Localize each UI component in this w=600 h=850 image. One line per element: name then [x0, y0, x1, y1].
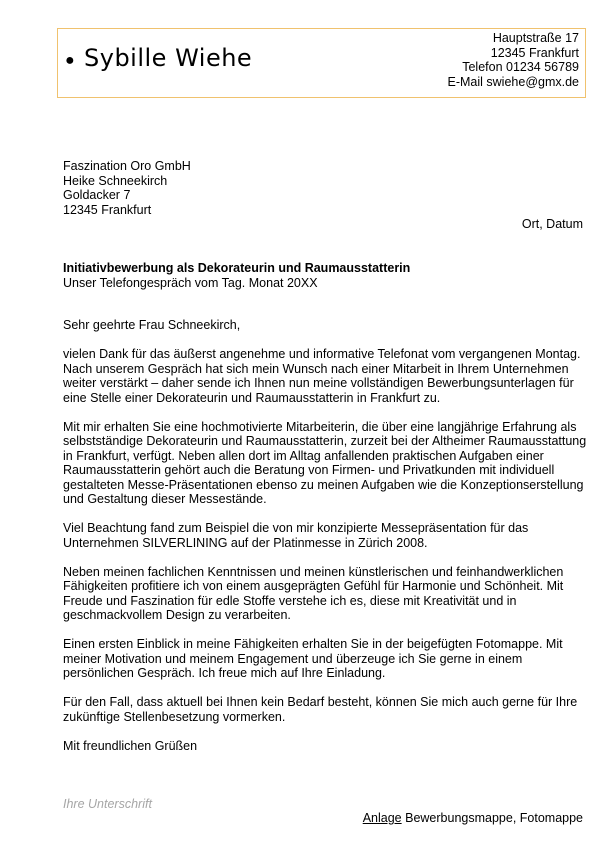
- body-paragraph: Einen ersten Einblick in meine Fähigkeiten erhalten Sie in der beigefügten Fotomappe. Mit meiner Motivation und meinem Engagement und überzeuge ich Sie gerne in einem persönlichen Gespräch. Ich freue mich auf Ihre Einladung.: [63, 637, 563, 680]
- recipient-address: [63, 159, 191, 217]
- subject-title: Initiativbewerbung als Dekorateurin und Raumausstatterin: [63, 261, 411, 275]
- sender-contact: [448, 31, 579, 89]
- subject-block: [63, 261, 410, 290]
- sender-street: Hauptstraße 17: [492, 31, 579, 45]
- body-paragraph: Mit mir erhalten Sie eine hochmotivierte Mitarbeiterin, die über eine langjährige Erfahrung als selbstständige Dekorateurin und Raumausstatterin, zurzeit bei der Altheimer Raumausstattung in Frankfurt, verfügt. Neben allen dort im Alltag anfallenden praktischen Aufgaben einer Raumausstatterin gehört auch die Beratung von Firmen- und Privatkunden mit individuell gestalteten Messe-Präsentationen ebenso zu meinen Aufgaben wie die Konzeptionserstellung und Gestaltung dieser Messestände.: [63, 419, 587, 506]
- letter-body: [63, 318, 588, 753]
- sender-city: 12345 Frankfurt: [490, 45, 579, 60]
- body-paragraph: vielen Dank für das äußerst angenehme und informative Telefonat vom vergangenen Montag. Nach unserem Gespräch hat sich mein Wunsch nach einer Mitarbeit in Ihrem Unternehmen weiter verstärkt – daher sende ich Ihnen nun meine vollständigen Bewerbungsunterlagen für eine Stelle einer Dekorateurin und Raumausstatterin in Frankfurt zu.: [63, 347, 581, 405]
- bullet-icon: ●: [65, 52, 75, 69]
- body-paragraph: Viel Beachtung fand zum Beispiel die von mir konzipierte Messepräsentation für das Unternehmen SILVERLINING auf der Platinmesse in Zürich 2008.: [63, 521, 529, 550]
- salutation: Sehr geehrte Frau Schneekirch,: [63, 318, 241, 332]
- subject-reference: Unser Telefongespräch vom Tag. Monat 20XX: [63, 275, 318, 290]
- recipient-company: Faszination Oro GmbH: [63, 159, 191, 173]
- sender-email: E-Mail swiehe@gmx.de: [447, 74, 579, 89]
- body-paragraph: Für den Fall, dass aktuell bei Ihnen kein Bedarf besteht, können Sie mich auch gerne für Ihre zukünftige Stellenbesetzung vormerken.: [63, 695, 578, 724]
- sender-phone: Telefon 01234 56789: [462, 60, 579, 74]
- enclosure-items: Bewerbungsmappe, Fotomappe: [405, 811, 583, 825]
- recipient-street: Goldacker 7: [63, 188, 131, 202]
- recipient-person: Heike Schneekirch: [63, 173, 168, 188]
- place-date: Ort, Datum: [521, 217, 583, 231]
- closing: Mit freundlichen Grüßen: [63, 738, 198, 753]
- enclosure-line: [363, 811, 583, 826]
- body-paragraph: Neben meinen fachlichen Kenntnissen und meinen künstlerischen und feinhandwerklichen Fähigkeiten profitiere ich von einem ausgeprägten Gefühl für Harmonie und Schönheit. Mit Freude und Faszination für edle Stoffe verstehe ich es, diese mit Kreativität und in geschmackvollem Design zu verarbeiten.: [63, 564, 564, 622]
- letterhead-box: [57, 28, 586, 98]
- enclosure-label: Anlage: [362, 811, 402, 825]
- sender-name: Sybille Wiehe: [84, 44, 253, 72]
- recipient-city: 12345 Frankfurt: [63, 202, 152, 217]
- signature-placeholder: Ihre Unterschrift: [63, 797, 152, 811]
